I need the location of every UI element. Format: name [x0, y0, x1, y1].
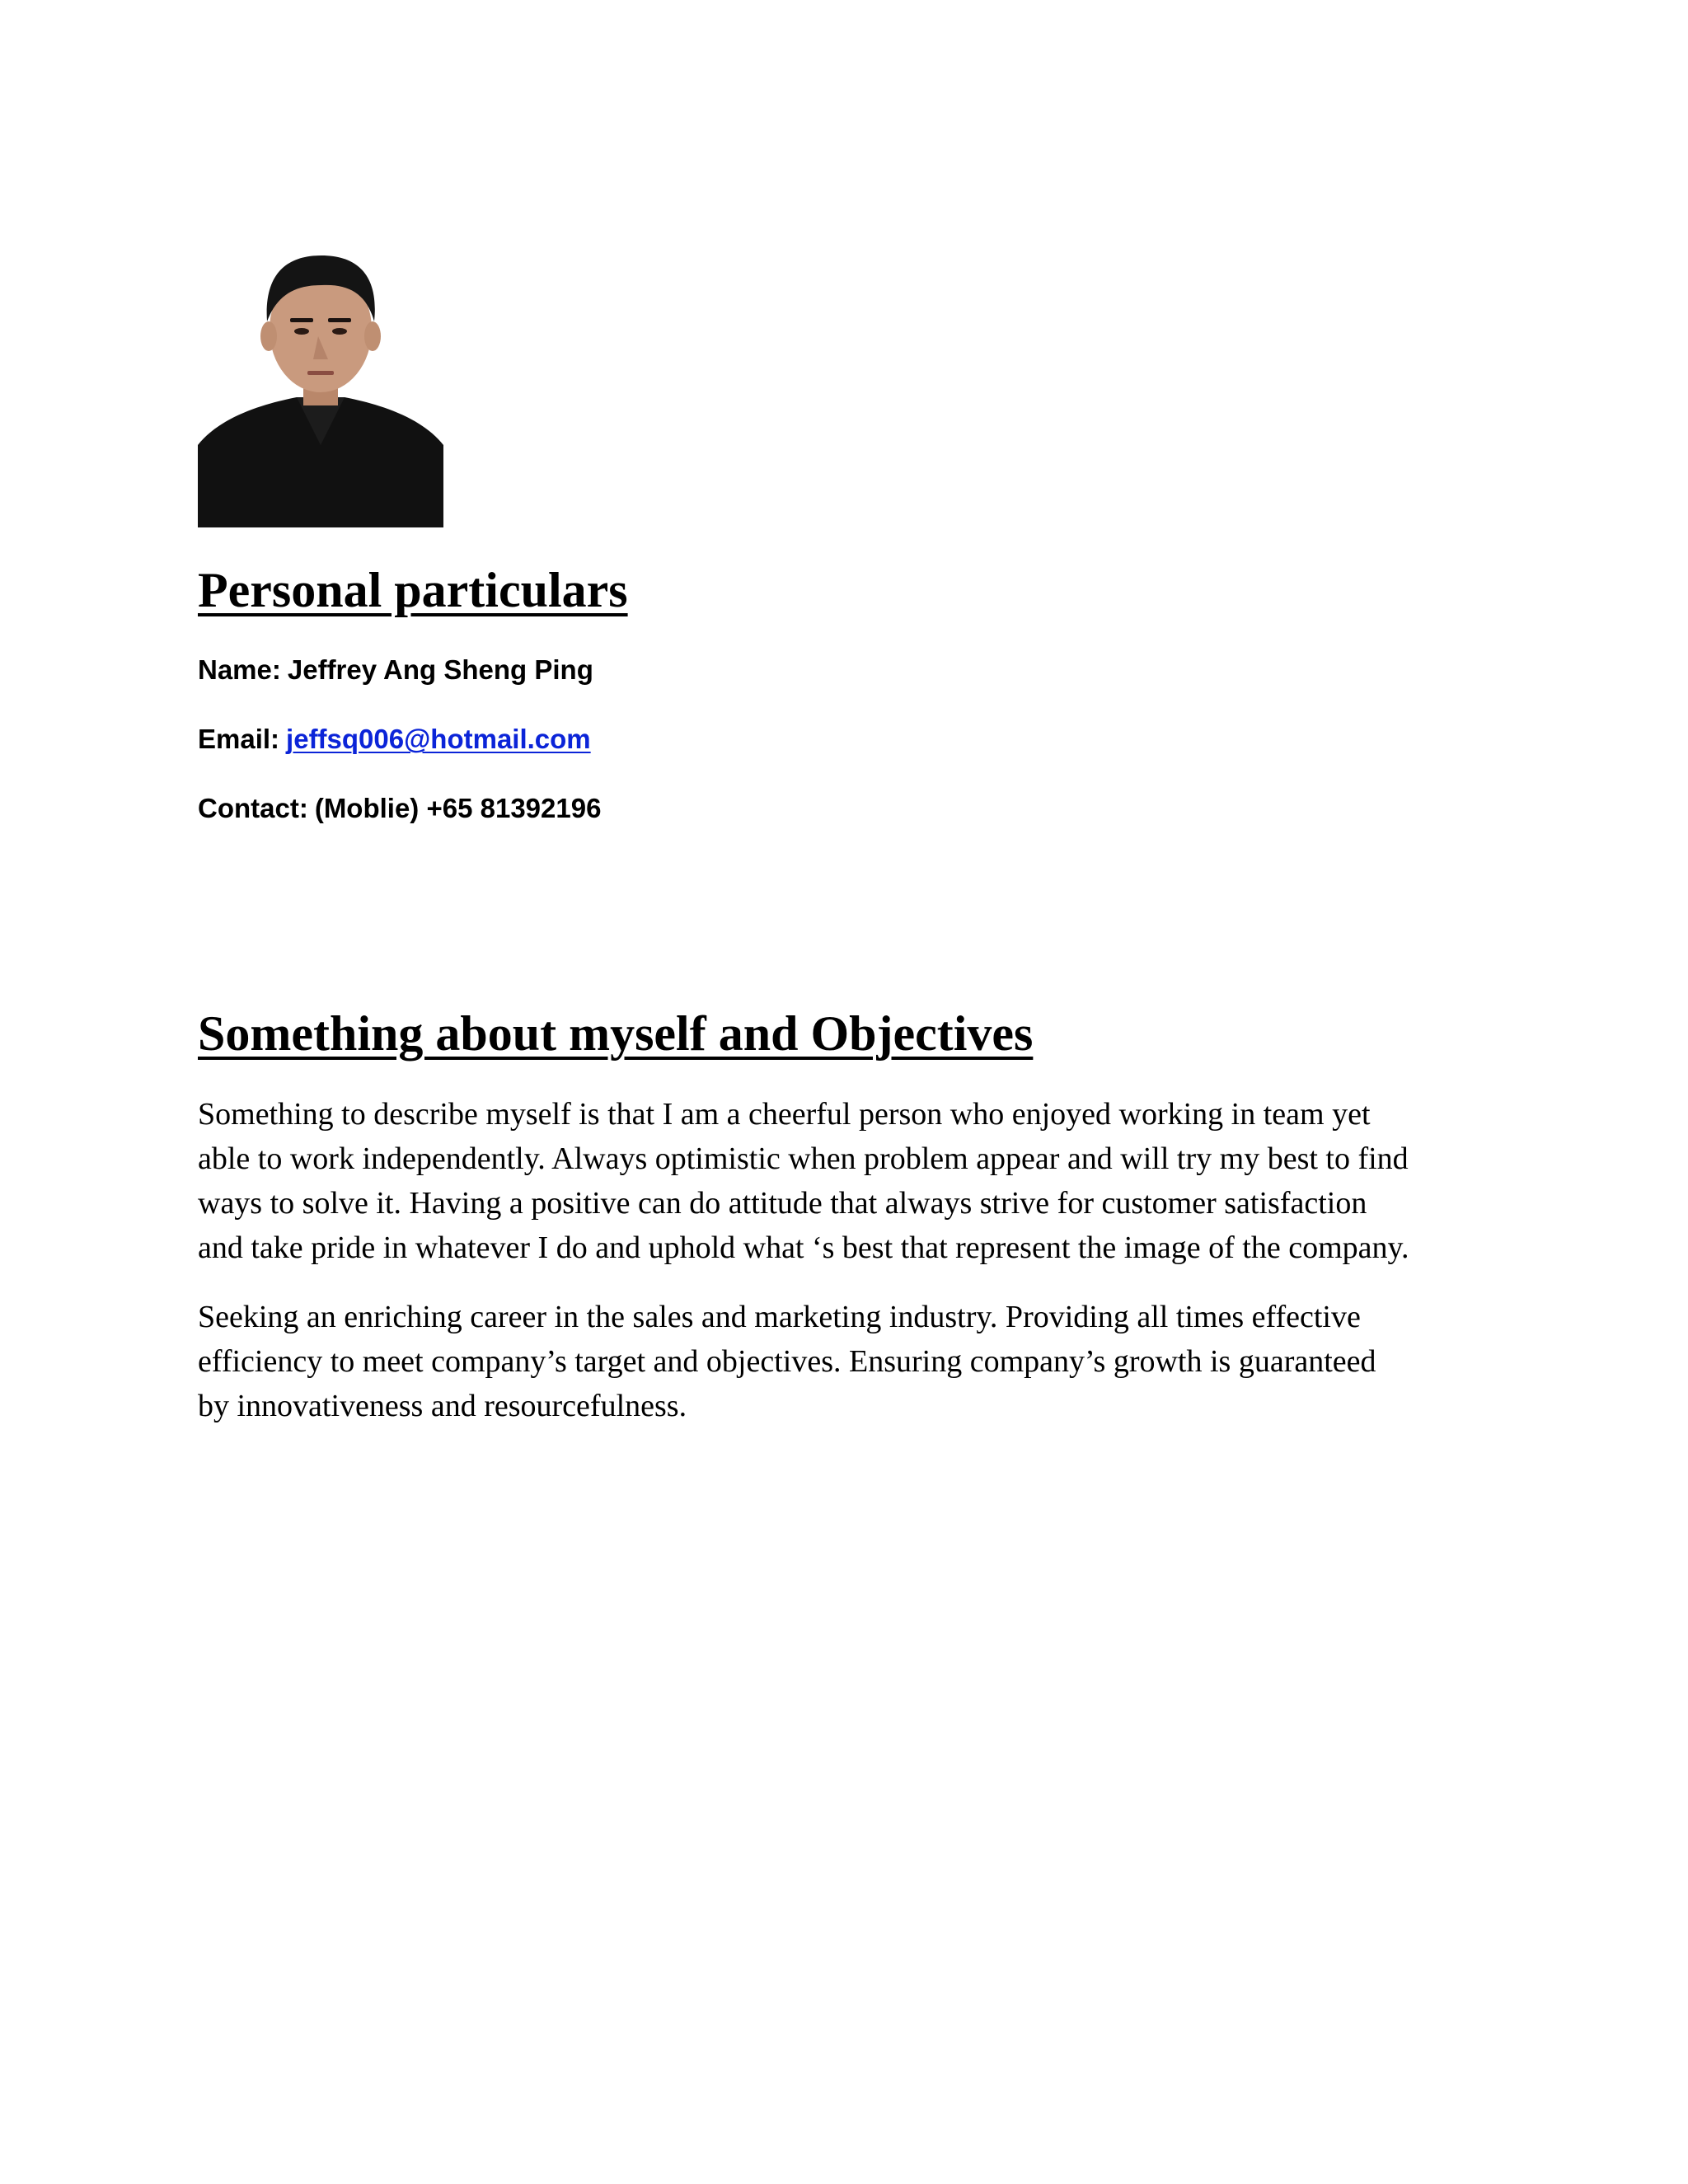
objectives-paragraph: [198, 1295, 1484, 1428]
paragraph-line: efficiency to meet company’s target and objectives. Ensuring company’s growth is guaranteed: [198, 1344, 1376, 1379]
name-field: [198, 656, 593, 683]
personal-particulars-heading: Personal particulars: [198, 563, 628, 617]
contact-label: Contact:: [198, 793, 308, 823]
name-value: Jeffrey Ang Sheng Ping: [287, 654, 593, 685]
about-paragraph: [198, 1092, 1484, 1270]
paragraph-line: and take pride in whatever I do and uphold what ‘s best that represent the image of the company.: [198, 1230, 1409, 1265]
paragraph-line: ways to solve it. Having a positive can do attitude that always strive for customer satisfaction: [198, 1186, 1367, 1221]
paragraph-line: Seeking an enriching career in the sales and marketing industry. Providing all times effective: [198, 1300, 1361, 1334]
email-link[interactable]: jeffsq006@hotmail.com: [286, 724, 591, 754]
paragraph-line: able to work independently. Always optimistic when problem appear and will try my best to find: [198, 1141, 1409, 1176]
paragraph-line: by innovativeness and resourcefulness.: [198, 1389, 687, 1423]
about-objectives-heading: Something about myself and Objectives: [198, 1006, 1034, 1061]
email-label: Email:: [198, 724, 280, 754]
name-label: Name:: [198, 654, 281, 685]
profile-photo-icon: [198, 198, 443, 527]
paragraph-line: Something to describe myself is that I am a cheerful person who enjoyed working in team yet: [198, 1097, 1371, 1132]
email-field: [198, 725, 591, 752]
contact-field: [198, 794, 601, 822]
contact-value: (Moblie) +65 81392196: [314, 793, 602, 823]
profile-photo: [198, 198, 443, 527]
